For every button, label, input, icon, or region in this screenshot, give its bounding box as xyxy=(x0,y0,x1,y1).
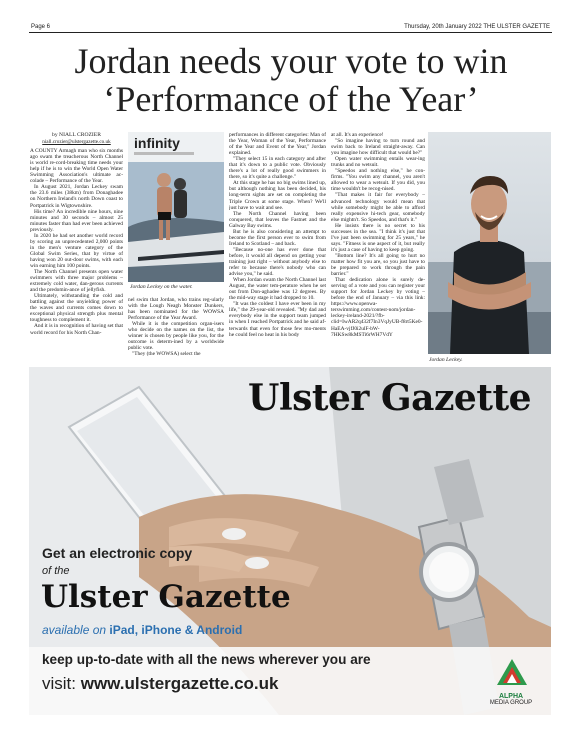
date-line: Thursday, 20th January 2022 THE ULSTER GAZETTE xyxy=(404,24,550,30)
advert-tagline: keep up-to-date with all the news wherever you are xyxy=(42,652,371,667)
alpha-logo-icon xyxy=(495,657,529,691)
paragraph: The North Channel presents open water swimmers with three major problems – extremely cold water, dan-gerous currents and the predomin-ance of jellyfish. xyxy=(30,269,123,294)
portrait-photo-image xyxy=(428,132,551,354)
paragraph: "Because no-one has ever done that before, it would all depend on getting your training just right – without anybody else to refer to because there's nobody who can advise you," he said. xyxy=(229,246,326,278)
advert-masthead-secondary: Ulster Gazette xyxy=(41,579,291,615)
boat-photo-image xyxy=(128,132,224,282)
paragraph: He insists there is no secret to his successes in the sea. "I think it's just that I've just been swimming for 25 years," he says. "Fitness is one aspect of it, but really it's just a case of having to keep going. xyxy=(331,222,425,253)
advert-availability xyxy=(42,623,242,637)
paragraph: In August 2021, Jordan Leckey swam the 23.6 miles (38km) from Donaghadee on Northern Ireland's north Down coast to Portpatrick in Wigtownshire. xyxy=(30,184,123,209)
paragraph: A COUNTY Armagh man who six months ago swam the treacherous North Channel is world re-cord-breaking time needs your help if he is to win the World Open Water Swimming Association's ultimate ac-colade – Performance of the Year. xyxy=(30,148,123,185)
photo-caption-boat: Jordan Leckey on the water. xyxy=(130,284,193,290)
paragraph: performances in different categories: Man of the Year, Woman of the Year, Performance of the Year and Event of the Year," Jordan explained. xyxy=(229,132,326,157)
advert-headline: Get an electronic copy xyxy=(42,545,193,561)
boat-photo xyxy=(128,132,224,282)
headline-line-1: Jordan needs your vote to win xyxy=(74,41,508,81)
advert-of-the: of the xyxy=(42,565,70,577)
advert-devices: iPad, iPhone & Android xyxy=(109,623,243,637)
paragraph: While it is the competition organ-isers who decide on the names on the list, the winner is chosen by people like you, for the outcome is determ-ined by a worldwide public vote. xyxy=(128,321,224,352)
paragraph: The North Channel having been conquered, that leaves the Fastnet and the Galway Bay swims. xyxy=(229,210,326,229)
paragraph: "So imagine having to turn round and swim back to Ireland straight-away. Can you imagine how difficult that would be?" xyxy=(331,138,425,157)
advert-url-link[interactable]: www.ulstergazette.co.uk xyxy=(80,674,279,693)
paragraph: But he is also considering an attempt to become the first person ever to swim from Ireland to Scotland – and back. xyxy=(229,228,326,247)
headline xyxy=(18,42,564,118)
paragraph: At this stage he has no big swims lined up, but although nothing has been decided, his long-term sights are set on completing the Triple Crown at some stage. When? We'll just have to wait and see. xyxy=(229,180,326,211)
paragraph: That dedication alone is surely de-serving of a vote and you can register your support for Jordan Leckey by voting – before the end of January – via this link: https://www.openwa-terswimming.com/contest-nom/jordan-leckey-ireland-2021/?fb-clid=IwAR2q432f7In3VqJyUB-f8rt5Ke0-HaEA-vjfJ0i2ulF-bW-7HKSw8kMSTi6rWH7VdY xyxy=(331,277,425,338)
paragraph: "They (the WOWSA) select the xyxy=(132,351,201,358)
paragraph: And it is in recognition of having set that world record for his North Chan- xyxy=(30,323,123,336)
paragraph: at all. It's an experience! xyxy=(331,132,384,138)
advert-available-on: available on xyxy=(42,623,107,637)
headline-line-2: ‘Performance of the Year’ xyxy=(103,79,479,119)
author-email[interactable]: niall.crozier@ulstergazette.co.uk xyxy=(42,139,111,146)
paragraph: "They select 15 in each category and after that it's down to a public vote. Obviously there's a lot of really good swimmers in there, so it's quite a challenge." xyxy=(229,156,326,181)
paragraph: "Speedos and nothing else," he con-firms. "You swim any channel, you aren't allowed to wear a wetsuit. If you did, you time wouldn't be recog-nised. xyxy=(331,168,425,193)
paragraph: "Bottom line? It's all going to hurt no matter how fit you are, so you just have to be prepared to work through the pain barrier." xyxy=(331,252,425,278)
advert-masthead: Ulster Gazette xyxy=(248,377,531,419)
paragraph: Ultimately, withstanding the cold and battling against the unyielding power of the waves and currents comes down to exceptional physical strength plus mental toughness to complement it. xyxy=(30,293,123,324)
paragraph: "That makes it fair for everybody – advanced technology would mean that while somebody might be able to afford really expensive hi-tech gear, somebody else mightn't. So Speedos, and that's it." xyxy=(331,192,425,223)
article-column-4 xyxy=(331,132,425,365)
paragraph: nel swim that Jordan, who trains reg-ularly with the Lough Neagh Monster Dunkers, has been nominated for the WOWSA Performance of the Year Award. xyxy=(128,297,224,322)
portrait-photo xyxy=(428,132,551,354)
article-column-1 xyxy=(30,132,123,362)
paragraph: When Jordan swam the North Channel last August, the water tem-perature when he set out from Don-aghadee was 12 degrees. By the mid-way stage it had dropped to 10. xyxy=(229,277,326,302)
header-rule xyxy=(29,32,552,33)
photo-caption-portrait: Jordan Leckey. xyxy=(429,357,463,363)
banner-text: infinity xyxy=(134,135,180,151)
alpha-logo-sub: MEDIA GROUP xyxy=(489,700,533,706)
article-column-2 xyxy=(128,297,224,365)
alpha-logo-text xyxy=(481,694,541,706)
article-column-3 xyxy=(229,132,326,365)
byline: by NIALL CROZIER xyxy=(52,132,101,138)
paragraph: "It was the coldest I have ever been in my life," the 29-year-old revealed. "My dad and everybody else in the support team jumped in when I reached Portpatrick and he said af-terwards that even for those few mo-ments he could feel no heat in his body xyxy=(229,301,326,338)
paragraph: In 2020 he had set another world record by scoring an unprecedented 2,000 points in the men's venture category of the Global Swim Series, that by virtue of having won 20 out-door swims, with each win earning him 100 points. xyxy=(30,232,123,269)
advert-visit-label: visit: xyxy=(42,674,76,693)
advert-visit[interactable] xyxy=(42,674,278,694)
page-number: Page 6 xyxy=(31,24,51,30)
paragraph: His time? An incredible nine hours, nine minutes and 30 seconds – almost 25 minutes faster than had ever been achieved previously. xyxy=(30,208,123,233)
paragraph: Open water swimming entails wear-ing trunks and no wetsuit. xyxy=(331,156,425,169)
alpha-logo-name: ALPHA xyxy=(498,693,524,700)
subscription-advert[interactable] xyxy=(29,367,551,715)
